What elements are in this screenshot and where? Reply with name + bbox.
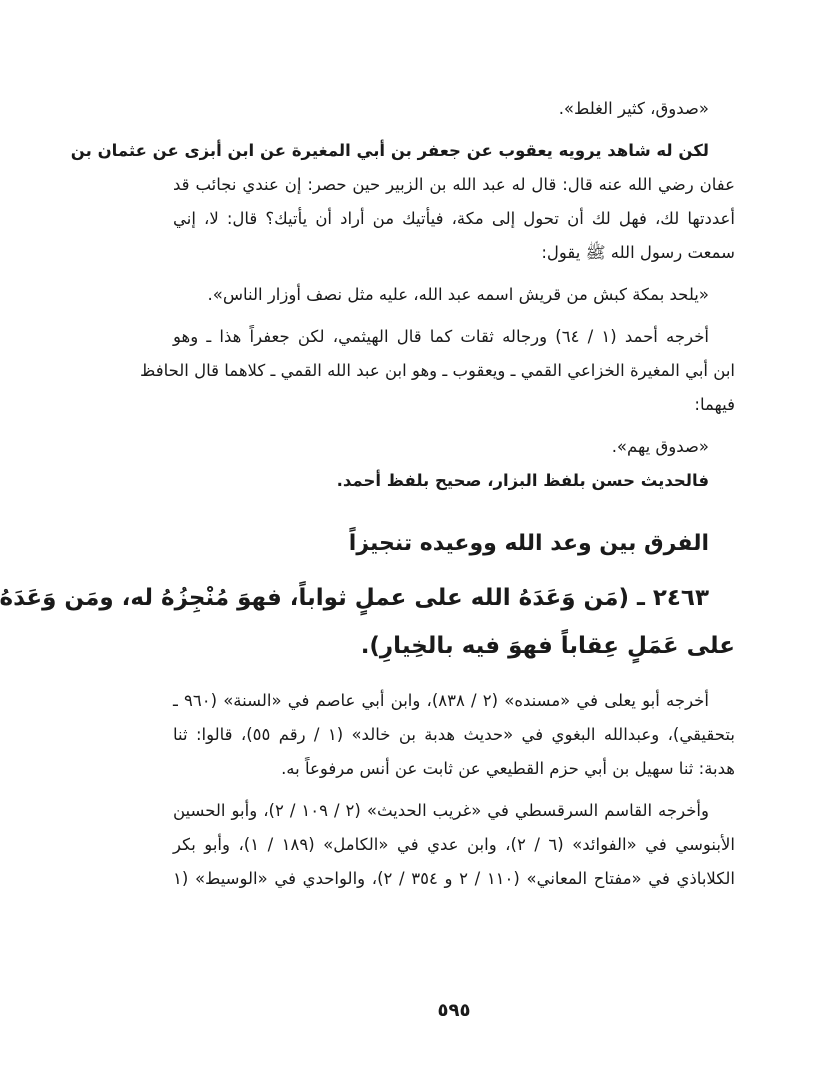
section-heading: الفرق بين وعد الله ووعيده تنجيزاً [348, 531, 709, 556]
paragraph-line: ابن أبي المغيرة الخزاعي القمي ـ ويعقوب ـ وهو ابن عبد الله القمي ـ كلاهما قال الحافظ [140, 361, 735, 380]
hadith-line: على عَمَلٍ عِقاباً فهوَ فيه بالخِيارِ). [360, 633, 735, 659]
hadith-line: ٢٤٦٣ ـ (مَن وَعَدَهُ الله على عملٍ ثواباً، فهوَ مُنْجِزُهُ له، ومَن وَعَدَهُ [0, 585, 709, 611]
paragraph-line: فيهما: [694, 395, 735, 414]
paragraph-line: عفان رضي الله عنه قال: قال له عبد الله بن الزبير حين حصر: إن عندي نجائب قد [173, 175, 735, 194]
paragraph-line: الكلاباذي في «مفتاح المعاني» (١١٠ / ٢ و ٣٥٤ / ٢)، والواحدي في «الوسيط» (١ [173, 869, 735, 888]
page-number: ٥٩٥ [437, 1000, 471, 1021]
paragraph-line: أخرجه أحمد (١ / ٦٤) ورجاله ثقات كما قال الهيثمي، لكن جعفراً هذا ـ وهو [173, 327, 709, 346]
paragraph-line: سمعت رسول الله ﷺ يقول: [541, 243, 735, 262]
paragraph-line: أعددتها لك، فهل لك أن تحول إلى مكة، فيأتيك من أراد أن يأتيك؟ قال: لا، إني [173, 209, 735, 228]
paragraph-line: وأخرجه القاسم السرقسطي في «غريب الحديث» (٢ / ١٠٩ / ٢)، وأبو الحسين [173, 801, 709, 820]
conclusion-line: فالحديث حسن بلفظ البزار، صحيح بلفظ أحمد. [336, 471, 709, 490]
paragraph-line: أخرجه أبو يعلى في «مسنده» (٢ / ٨٣٨)، وابن أبي عاصم في «السنة» (٩٦٠ ـ [173, 691, 709, 710]
paragraph-line: لكن له شاهد يرويه يعقوب عن جعفر بن أبي المغيرة عن ابن أبزى عن عثمان بن [70, 141, 709, 160]
paragraph-line: بتحقيقي)، وعبدالله البغوي في «حديث هدبة بن خالد» (١ / رقم ٥٥)، قالوا: ثنا [173, 725, 735, 744]
quote-line: «صدوق، كثير الغلط». [558, 99, 709, 118]
quote-line: «صدوق يهم». [611, 437, 709, 456]
paragraph-line: الأبنوسي في «الفوائد» (٦ / ٢)، وابن عدي في «الكامل» (١٨٩ / ١)، وأبو بكر [173, 835, 735, 854]
quote-line: «يلحد بمكة كبش من قريش اسمه عبد الله، عليه مثل نصف أوزار الناس». [207, 285, 709, 304]
paragraph-line: هدبة: ثنا سهيل بن أبي حزم القطيعي عن ثابت عن أنس مرفوعاً به. [281, 759, 735, 778]
